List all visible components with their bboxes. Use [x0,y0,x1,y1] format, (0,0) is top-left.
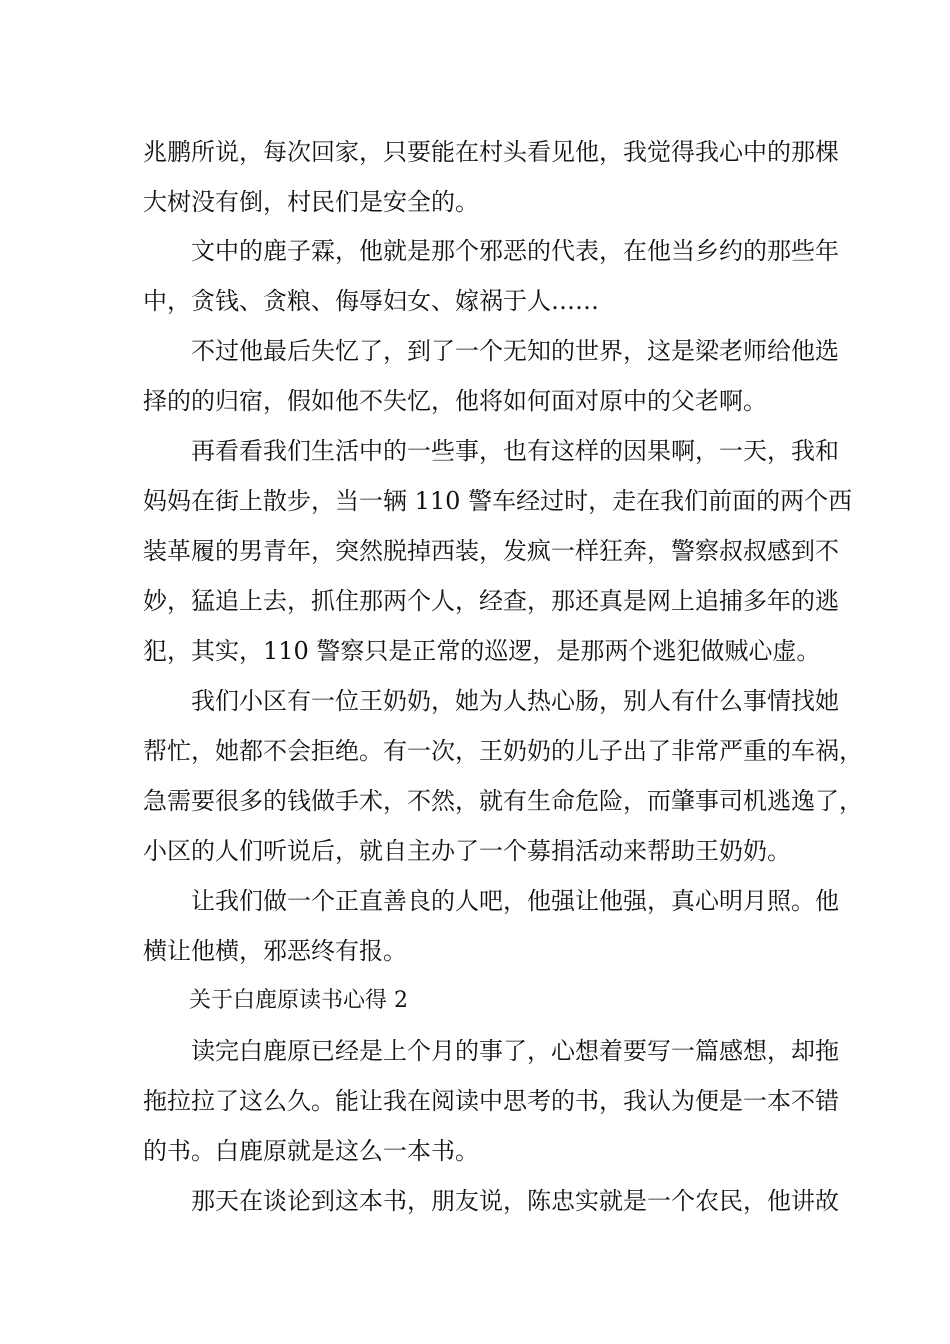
text-line: 拖拉拉了这么久。能让我在阅读中思考的书，我认为便是一本不错 [143,1087,839,1115]
text-line: 大树没有倒，村民们是安全的。 [143,188,479,216]
text-line: 急需要很多的钱做手术，不然，就有生命危险，而肇事司机逃逸了， [143,787,863,815]
text-line: 文中的鹿子霖，他就是那个邪恶的代表，在他当乡约的那些年 [191,237,839,265]
text-line: 我们小区有一位王奶奶，她为人热心肠，别人有什么事情找她 [191,687,839,715]
text-line: 不过他最后失忆了，到了一个无知的世界，这是梁老师给他选 [191,337,839,365]
text-line: 再看看我们生活中的一些事，也有这样的因果啊，一天，我和 [191,437,839,465]
text-line: 装革履的男青年，突然脱掉西装，发疯一样狂奔，警察叔叔感到不 [143,537,839,565]
text-line: 读完白鹿原已经是上个月的事了，心想着要写一篇感想，却拖 [191,1037,839,1065]
text-line: 妈妈在街上散步，当一辆 110 警车经过时，走在我们前面的两个西 [143,487,853,515]
text-line: 让我们做一个正直善良的人吧，他强让他强，真心明月照。他 [191,887,839,915]
text-line: 横让他横，邪恶终有报。 [143,937,407,965]
text-line: 帮忙，她都不会拒绝。有一次，王奶奶的儿子出了非常严重的车祸， [143,737,863,765]
text-line: 中，贪钱、贪粮、侮辱妇女、嫁祸于人…… [143,287,599,315]
text-line: 兆鹏所说，每次回家，只要能在村头看见他，我觉得我心中的那棵 [143,138,839,166]
text-line: 小区的人们听说后，就自主办了一个募捐活动来帮助王奶奶。 [143,837,791,865]
text-line: 那天在谈论到这本书，朋友说，陈忠实就是一个农民，他讲故 [191,1187,839,1215]
text-line: 的书。白鹿原就是这么一本书。 [143,1137,479,1165]
text-line: 择的的归宿，假如他不失忆，他将如何面对原中的父老啊。 [143,387,767,415]
text-line: 犯，其实，110 警察只是正常的巡逻，是那两个逃犯做贼心虚。 [143,637,821,665]
section-heading: 关于白鹿原读书心得 2 [189,988,408,1013]
text-line: 妙，猛追上去，抓住那两个人，经查，那还真是网上追捕多年的逃 [143,587,839,615]
